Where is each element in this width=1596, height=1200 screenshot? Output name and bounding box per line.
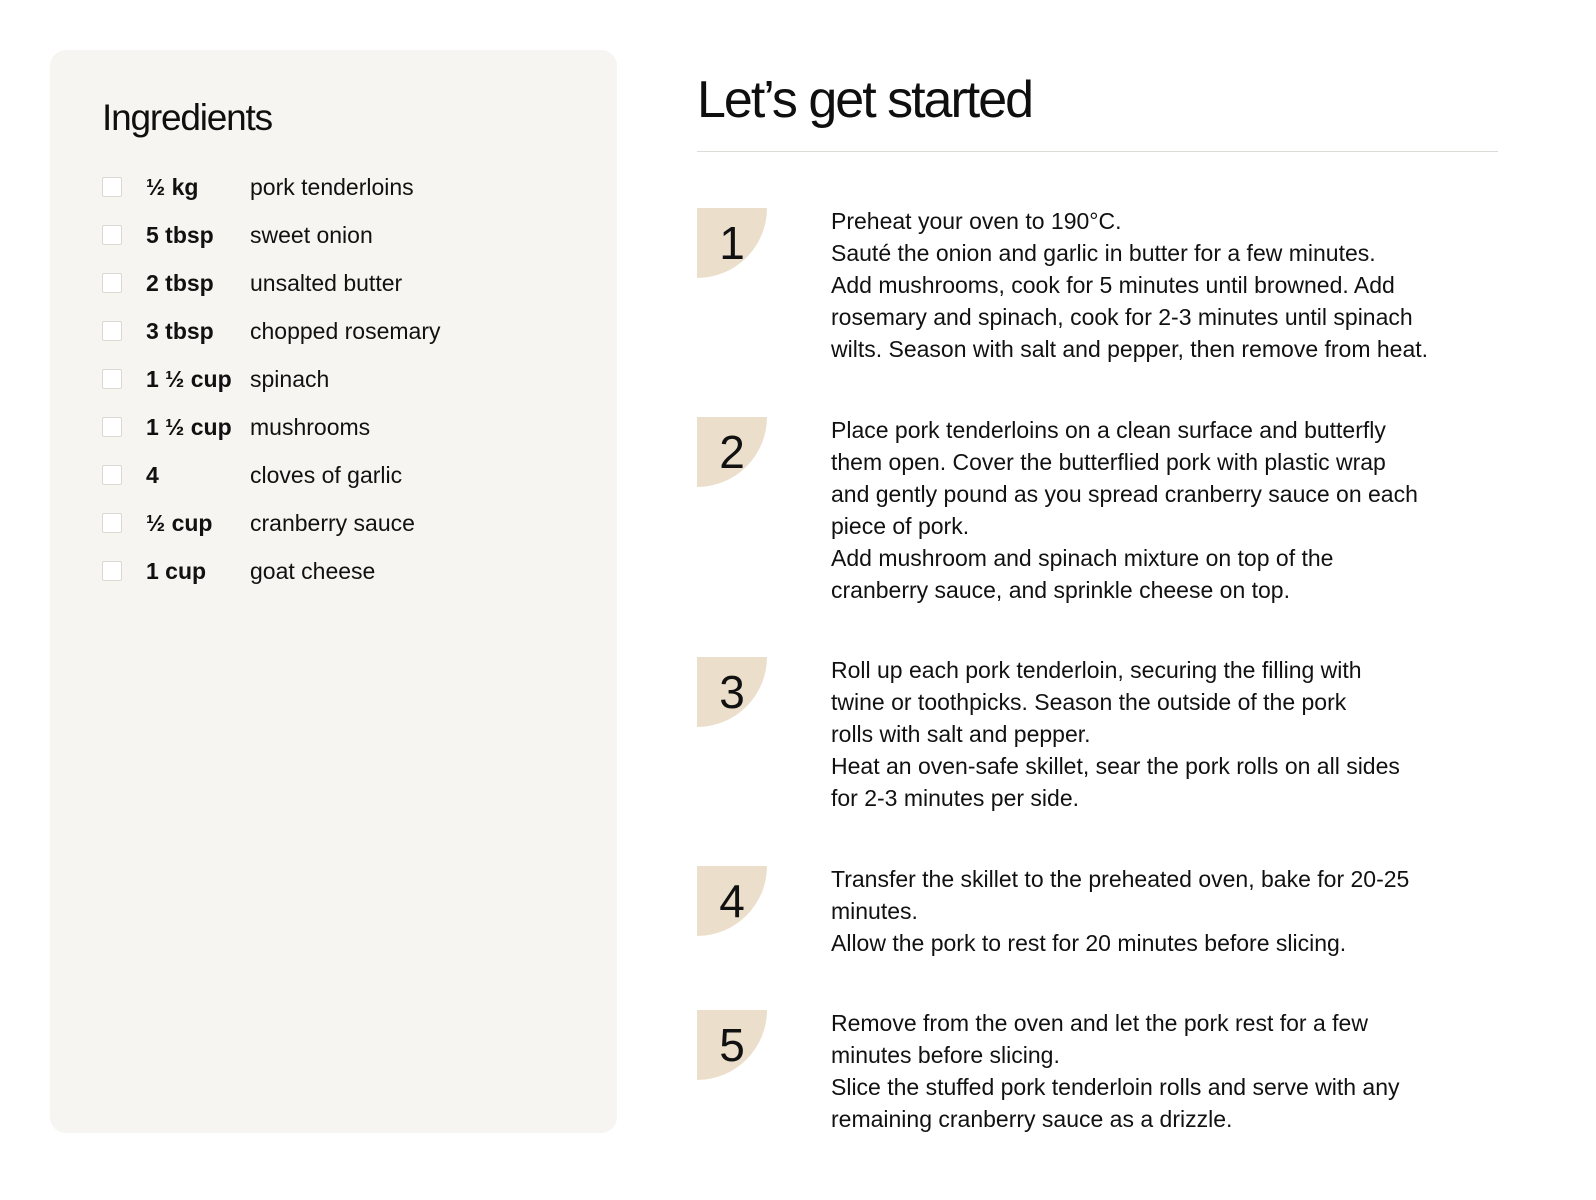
step-number: 4	[719, 875, 745, 927]
step-line: wilts. Season with salt and pepper, then remove from heat.	[831, 336, 1429, 362]
ingredient-checkbox[interactable]	[102, 321, 122, 341]
step-text	[831, 1007, 1511, 1135]
title-divider	[697, 151, 1498, 152]
ingredients-panel	[50, 50, 617, 1133]
ingredient-name: spinach	[250, 365, 330, 392]
step-line: Remove from the oven and let the pork rest for a few	[831, 1010, 1368, 1036]
step-line: twine or toothpicks. Season the outside of the pork	[831, 689, 1347, 715]
step-line: Sauté the onion and garlic in butter for a few minutes.	[831, 240, 1376, 266]
step-number: 2	[719, 426, 745, 478]
step-number: 3	[719, 666, 745, 718]
step-line: Allow the pork to rest for 20 minutes before slicing.	[831, 930, 1347, 956]
ingredient-quantity: ½ kg	[146, 173, 199, 200]
ingredient-item	[102, 163, 617, 211]
step-line: piece of pork.	[831, 513, 970, 539]
ingredient-name: mushrooms	[250, 413, 371, 440]
ingredient-checkbox[interactable]	[102, 561, 122, 581]
step-line: them open. Cover the butterflied pork with plastic wrap	[831, 449, 1386, 475]
ingredient-checkbox[interactable]	[102, 273, 122, 293]
step-line: and gently pound as you spread cranberry sauce on each	[831, 481, 1418, 507]
step-number: 1	[719, 217, 745, 269]
step-line: rosemary and spinach, cook for 2-3 minutes until spinach	[831, 304, 1413, 330]
ingredient-quantity: 3 tbsp	[146, 317, 214, 344]
ingredient-checkbox[interactable]	[102, 513, 122, 533]
ingredient-checkbox[interactable]	[102, 369, 122, 389]
step-line: minutes.	[831, 898, 918, 924]
step-line: Roll up each pork tenderloin, securing the filling with	[831, 657, 1362, 683]
ingredient-checkbox[interactable]	[102, 465, 122, 485]
ingredient-quantity: 5 tbsp	[146, 221, 214, 248]
ingredient-name: unsalted butter	[250, 269, 403, 296]
ingredient-name: pork tenderloins	[250, 173, 414, 200]
step-line: Heat an oven-safe skillet, sear the pork rolls on all sides	[831, 753, 1400, 779]
ingredient-item	[102, 307, 617, 355]
ingredient-quantity: 1 ½ cup	[146, 365, 232, 392]
ingredient-name: goat cheese	[250, 557, 376, 584]
step-text	[831, 205, 1511, 365]
step-number: 5	[719, 1019, 745, 1071]
step-text	[831, 414, 1511, 606]
ingredient-item	[102, 547, 617, 595]
step-line: cranberry sauce, and sprinkle cheese on top.	[831, 577, 1290, 603]
ingredient-checkbox[interactable]	[102, 417, 122, 437]
step-line: Place pork tenderloins on a clean surface and butterfly	[831, 417, 1386, 443]
step-line: rolls with salt and pepper.	[831, 721, 1091, 747]
ingredient-quantity: ½ cup	[146, 509, 213, 536]
step-line: for 2-3 minutes per side.	[831, 785, 1080, 811]
step-line: Add mushrooms, cook for 5 minutes until browned. Add	[831, 272, 1395, 298]
step-line: Transfer the skillet to the preheated oven, bake for 20-25	[831, 866, 1410, 892]
step-text	[831, 863, 1511, 959]
step-text	[831, 654, 1511, 814]
ingredients-title: Ingredients	[102, 97, 272, 138]
ingredient-checkbox[interactable]	[102, 177, 122, 197]
ingredient-name: chopped rosemary	[250, 317, 441, 344]
ingredient-item	[102, 211, 617, 259]
step-line: remaining cranberry sauce as a drizzle.	[831, 1106, 1233, 1132]
ingredient-quantity: 1 ½ cup	[146, 413, 232, 440]
ingredient-item	[102, 451, 617, 499]
ingredient-item	[102, 259, 617, 307]
ingredient-checkbox[interactable]	[102, 225, 122, 245]
ingredient-item	[102, 355, 617, 403]
ingredients-list	[102, 163, 617, 595]
step-line: Add mushroom and spinach mixture on top of the	[831, 545, 1334, 571]
ingredient-quantity: 2 tbsp	[146, 269, 214, 296]
ingredient-quantity: 1 cup	[146, 557, 207, 584]
step-line: Preheat your oven to 190°C.	[831, 208, 1122, 234]
step-line: minutes before slicing.	[831, 1042, 1060, 1068]
ingredient-item	[102, 403, 617, 451]
ingredient-name: sweet onion	[250, 221, 373, 248]
step-line: Slice the stuffed pork tenderloin rolls and serve with any	[831, 1074, 1400, 1100]
ingredient-item	[102, 499, 617, 547]
ingredient-quantity: 4	[146, 461, 159, 488]
page-title: Let’s get started	[697, 71, 1033, 129]
ingredient-name: cloves of garlic	[250, 461, 403, 488]
ingredient-name: cranberry sauce	[250, 509, 415, 536]
steps-section	[697, 66, 1498, 1132]
